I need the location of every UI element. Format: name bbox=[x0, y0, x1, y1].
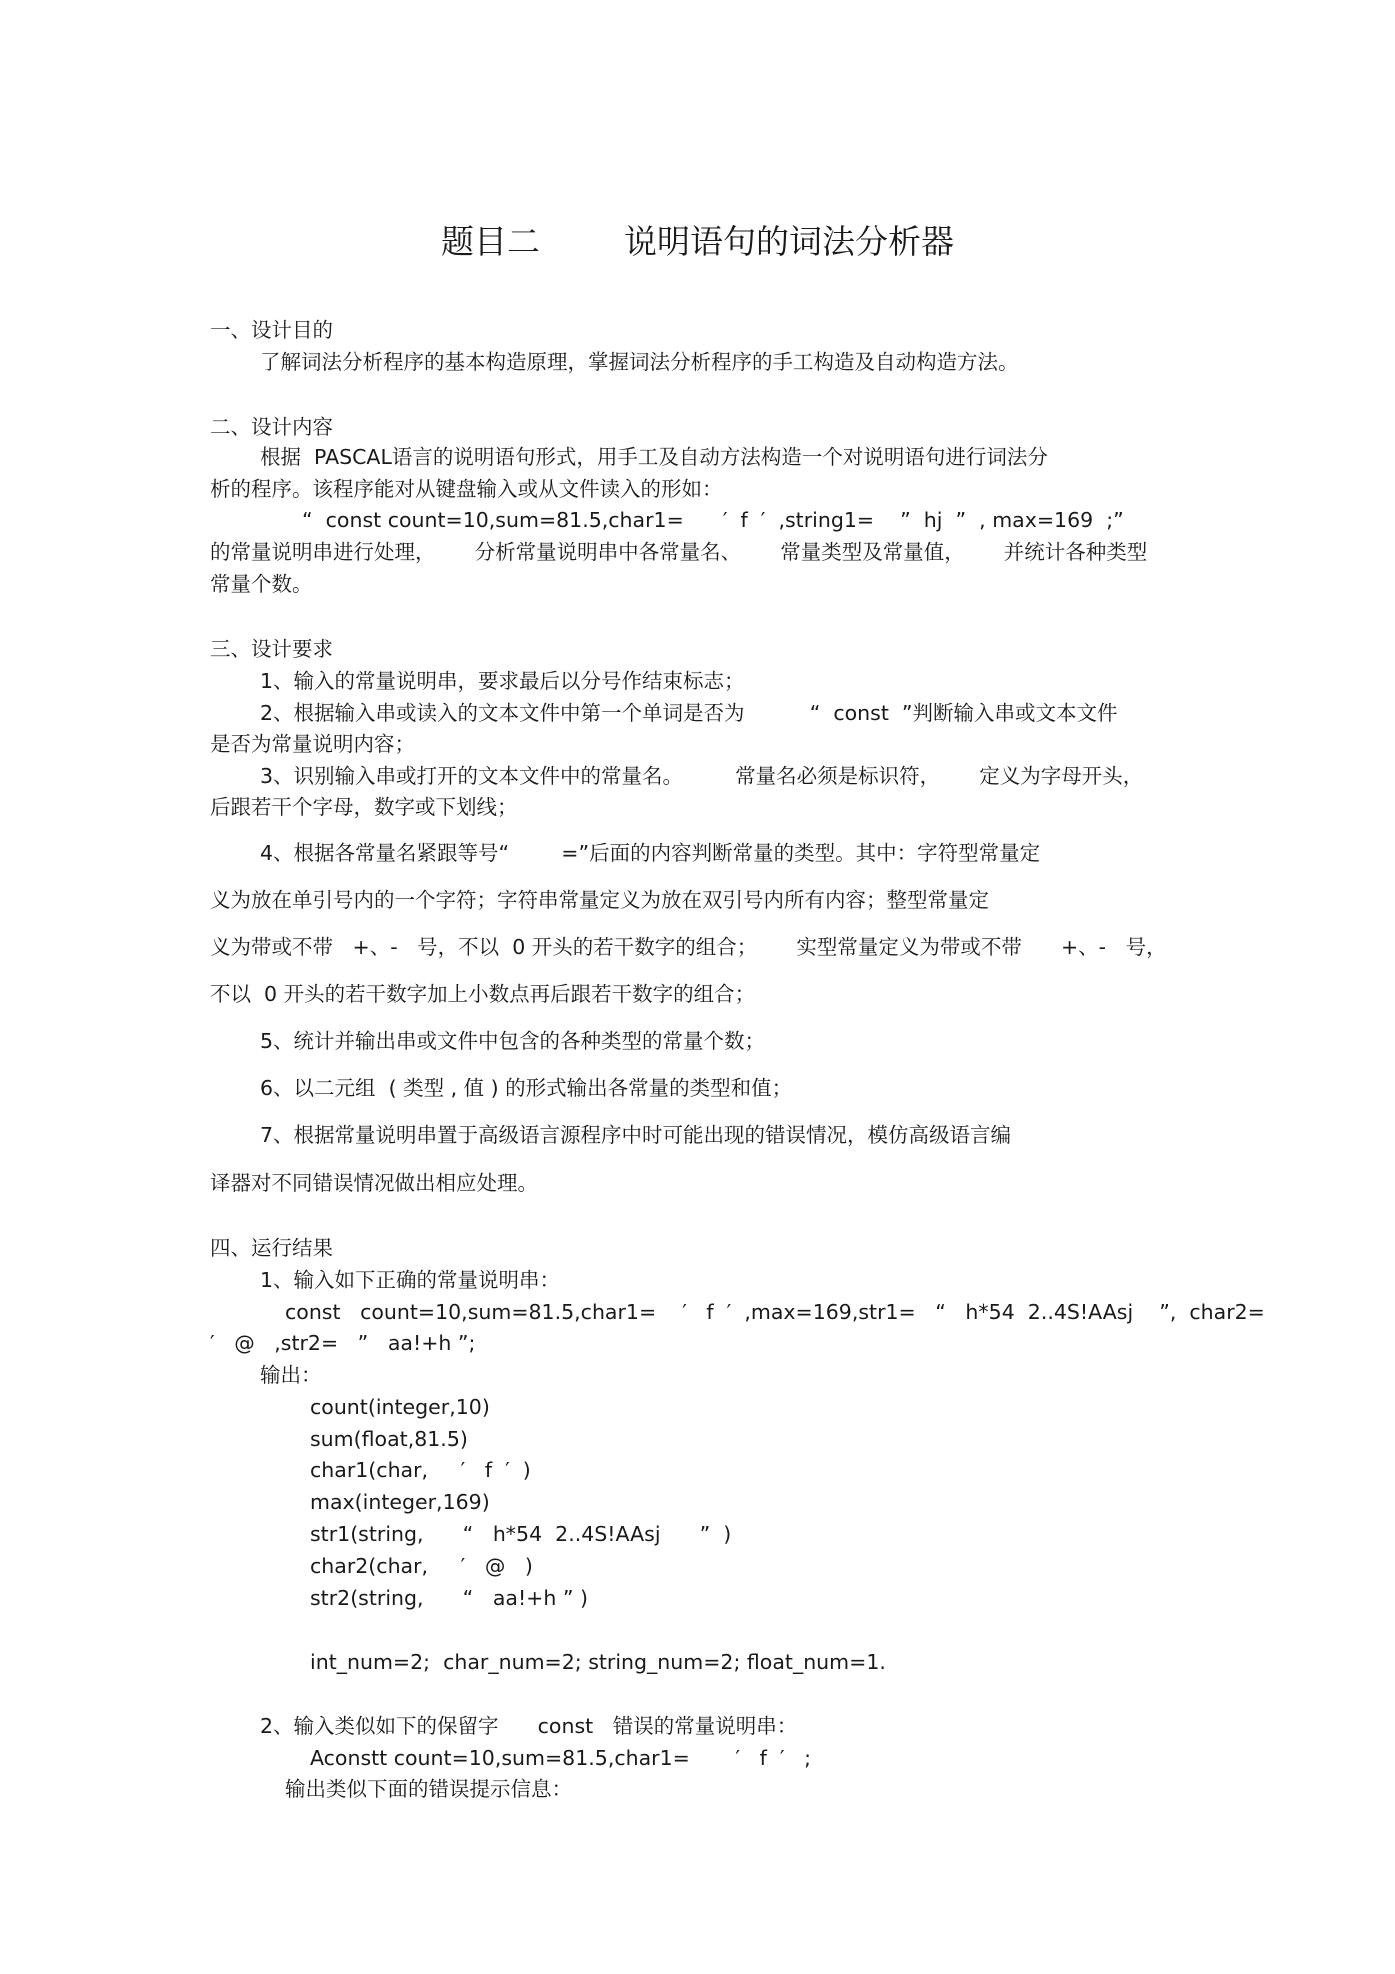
requirement-7-line-1: 7、根据常量说明串置于高级语言源程序中时可能出现的错误情况，模仿高级语言编 bbox=[260, 1123, 1012, 1147]
section-heading-content: 二、设计内容 bbox=[210, 415, 333, 439]
requirement-7-line-2: 译器对不同错误情况做出相应处理。 bbox=[210, 1171, 538, 1195]
section-heading-purpose: 一、设计目的 bbox=[210, 318, 333, 342]
paragraph-purpose: 了解词法分析程序的基本构造原理，掌握词法分析程序的手工构造及自动构造方法。 bbox=[260, 350, 1019, 374]
section-heading-results: 四、运行结果 bbox=[210, 1236, 333, 1260]
requirement-2-line-2: 是否为常量说明内容； bbox=[210, 732, 415, 756]
requirement-3-line-1: 3、识别输入串或打开的文本文件中的常量名。 常量名必须是标识符， 定义为字母开头， bbox=[260, 764, 1144, 788]
requirement-6: 6、以二元组 ( 类型 , 值 ) 的形式输出各常量的类型和值； bbox=[260, 1076, 793, 1100]
result-input-1-line-1: const count=10,sum=81.5,char1= ′ f ′ ,max=169,str1= “ h*54 2..4S!AAsj ”, char2= bbox=[285, 1300, 1265, 1324]
output-line: char1(char, ′ f ′ ) bbox=[310, 1458, 531, 1482]
requirement-5: 5、统计并输出串或文件中包含的各种类型的常量个数； bbox=[260, 1029, 766, 1053]
result-input-2-label: 2、输入类似如下的保留字 const 错误的常量说明串： bbox=[260, 1714, 798, 1738]
content-line-1: 根据 PASCAL语言的说明语句形式，用手工及自动方法构造一个对说明语句进行词法分 bbox=[260, 445, 1048, 469]
requirement-4-line-3: 义为带或不带 +、- 号，不以 0 开头的若干数字的组合； 实型常量定义为带或不带 +、- 号， bbox=[210, 935, 1167, 959]
output-line: char2(char, ′ @ ) bbox=[310, 1554, 533, 1578]
content-line-4: 的常量说明串进行处理， 分析常量说明串中各常量名、 常量类型及常量值， 并统计各种类型 bbox=[210, 540, 1148, 564]
output-line: str2(string, “ aa!+h ” ) bbox=[310, 1586, 588, 1610]
output-line: sum(float,81.5) bbox=[310, 1427, 468, 1451]
output-line: max(integer,169) bbox=[310, 1490, 490, 1514]
page-title: 题目二 说明语句的词法分析器 bbox=[441, 222, 954, 261]
content-code-example: “ const count=10,sum=81.5,char1= ′ f ′ ,string1= ” hj ” , max=169 ;” bbox=[302, 508, 1124, 532]
content-line-2: 析的程序。该程序能对从键盘输入或从文件读入的形如： bbox=[210, 477, 723, 501]
result-input-2-code: Aconstt count=10,sum=81.5,char1= ′ f ′ ; bbox=[310, 1746, 811, 1770]
requirement-2-line-1: 2、根据输入串或读入的文本文件中第一个单词是否为 “ const ”判断输入串或文本文件 bbox=[260, 701, 1118, 725]
section-heading-requirements: 三、设计要求 bbox=[210, 637, 333, 661]
result-input-2-output-label: 输出类似下面的错误提示信息： bbox=[285, 1777, 572, 1801]
requirement-3-line-2: 后跟若干个字母，数字或下划线； bbox=[210, 795, 518, 819]
output-line: str1(string, “ h*54 2..4S!AAsj ” ) bbox=[310, 1522, 732, 1546]
requirement-4-line-1: 4、根据各常量名紧跟等号“ =”后面的内容判断常量的类型。其中：字符型常量定 bbox=[260, 841, 1041, 865]
content-line-5: 常量个数。 bbox=[210, 572, 313, 596]
requirement-1: 1、输入的常量说明串，要求最后以分号作结束标志； bbox=[260, 669, 745, 693]
result-input-1-label: 1、输入如下正确的常量说明串： bbox=[260, 1268, 561, 1292]
requirement-4-line-2: 义为放在单引号内的一个字符；字符串常量定义为放在双引号内所有内容；整型常量定 bbox=[210, 888, 989, 912]
requirement-4-line-4: 不以 0 开头的若干数字加上小数点再后跟若干数字的组合； bbox=[210, 982, 756, 1006]
output-line: count(integer,10) bbox=[310, 1395, 490, 1419]
output-label: 输出： bbox=[260, 1363, 322, 1387]
output-summary: int_num=2; char_num=2; string_num=2; float_num=1. bbox=[310, 1650, 886, 1674]
result-input-1-line-2: ′ @ ,str2= ” aa!+h ”; bbox=[210, 1331, 476, 1355]
